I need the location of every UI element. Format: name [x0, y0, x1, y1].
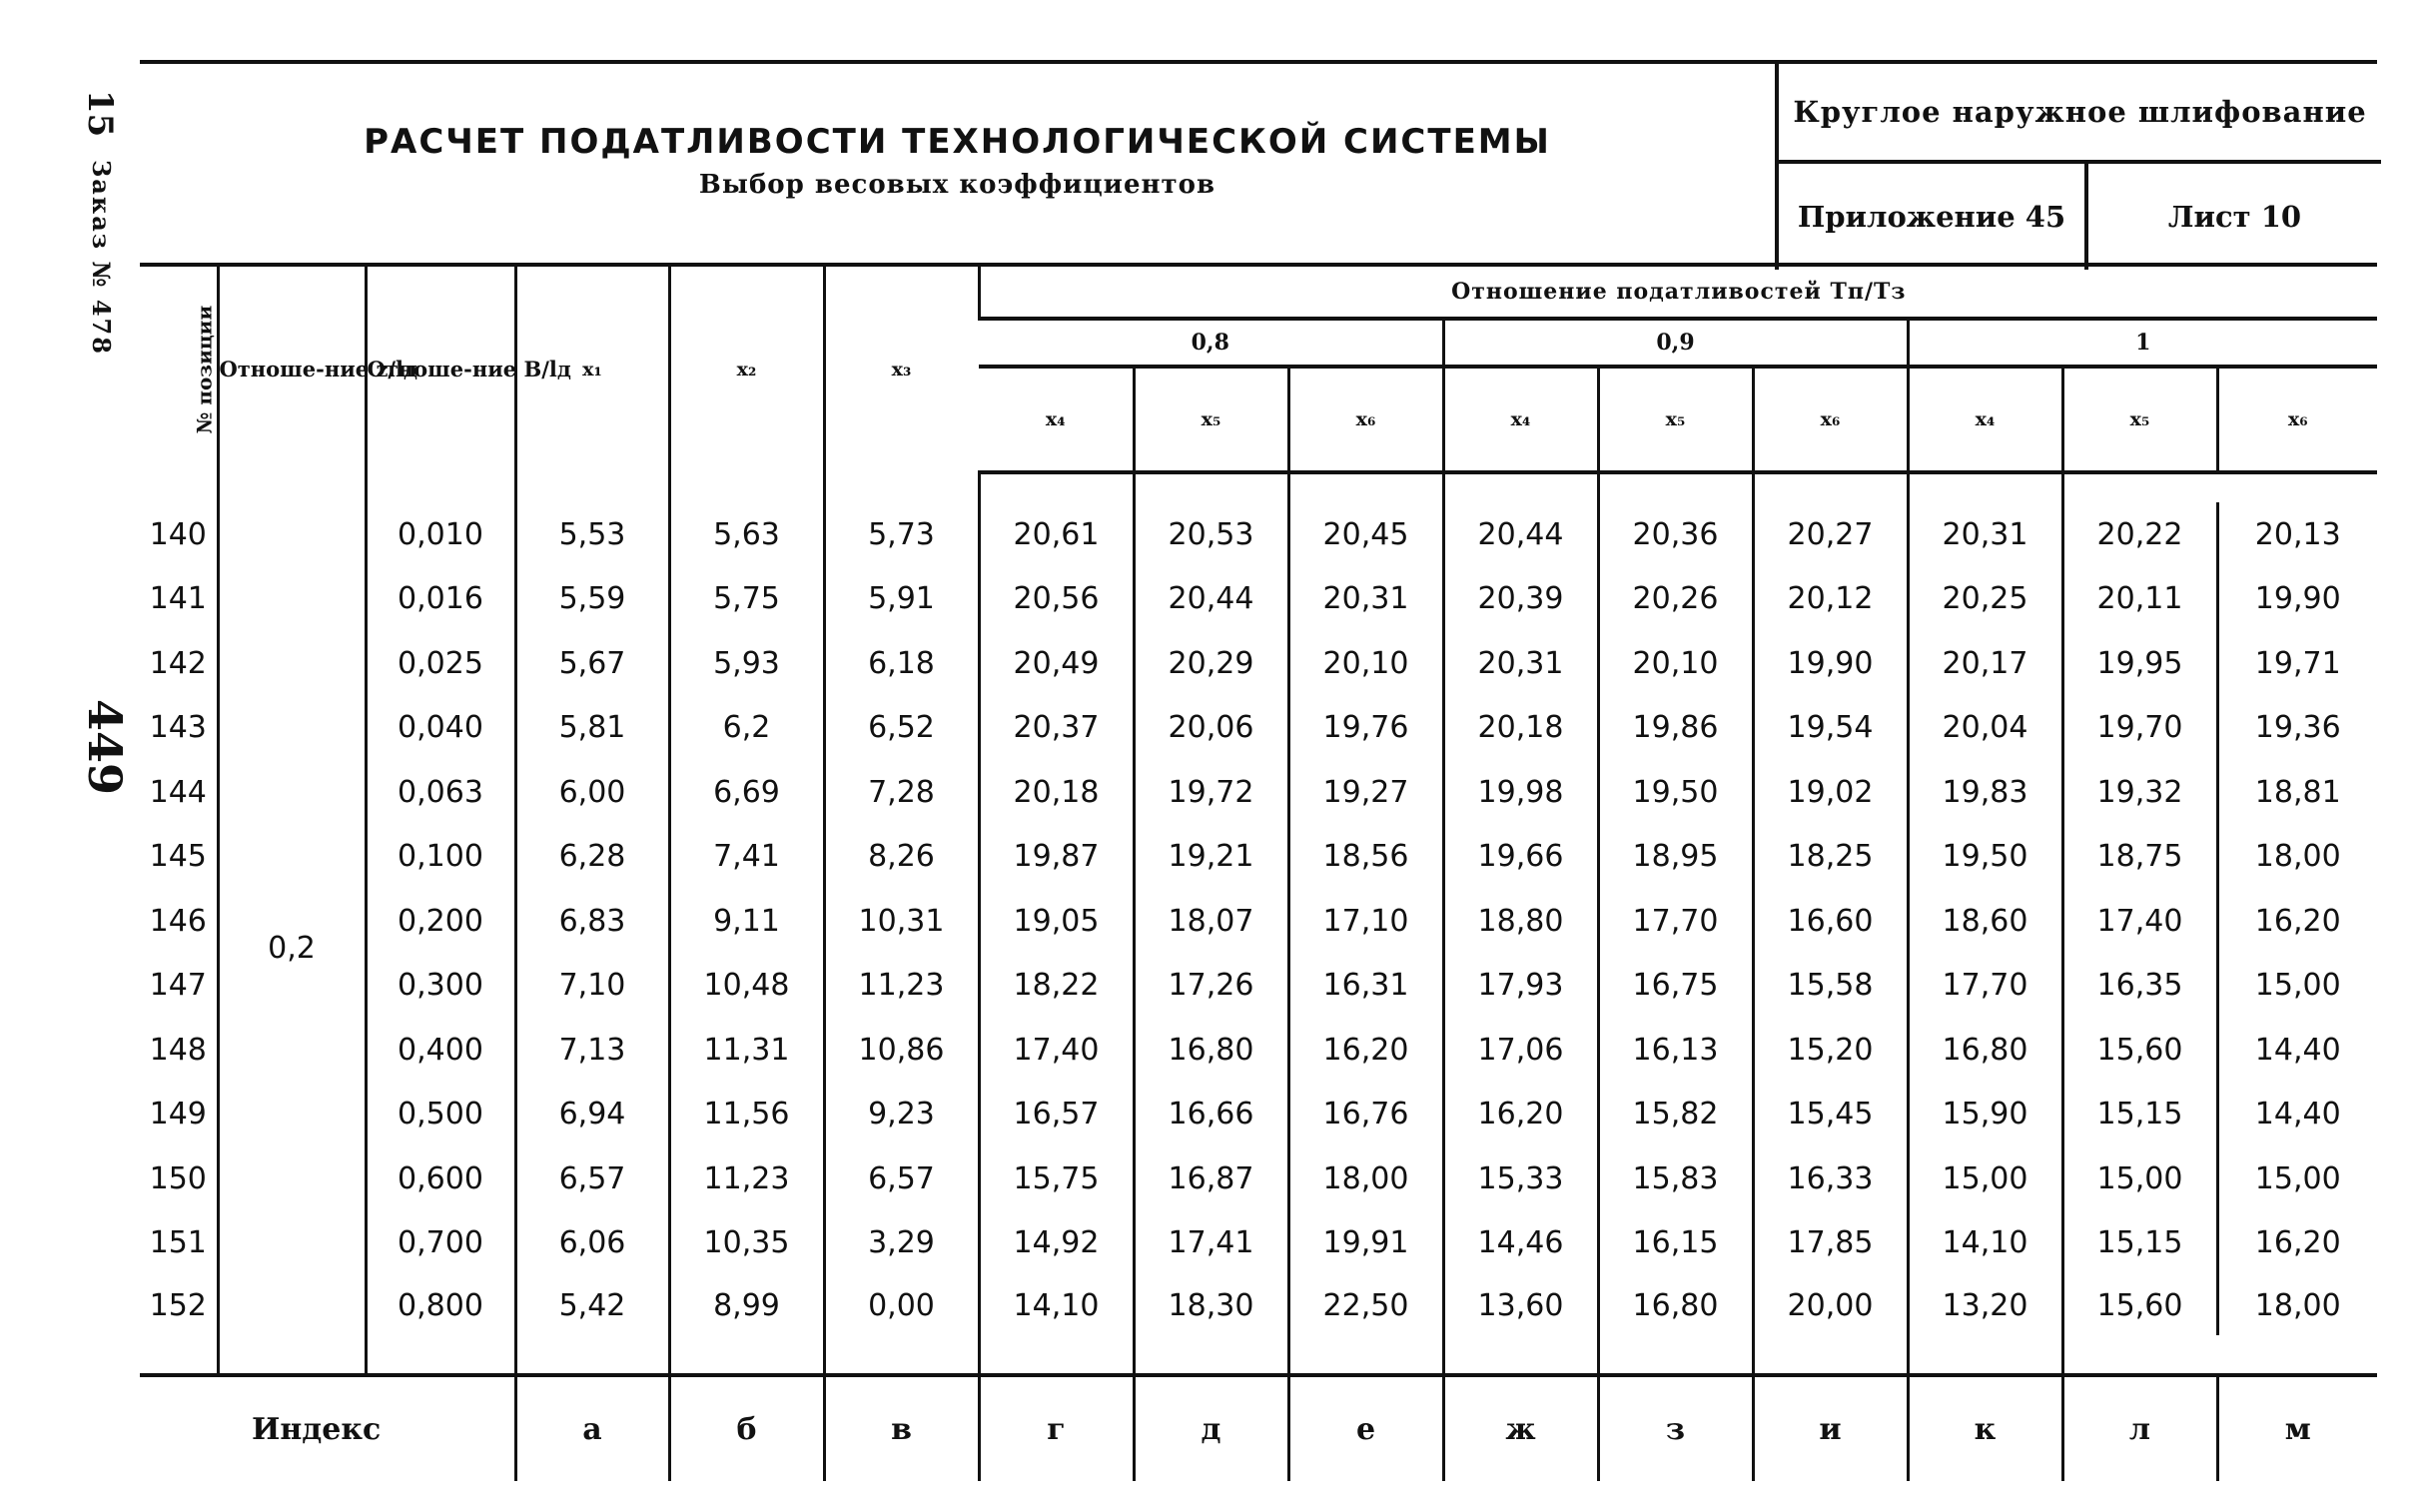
cell-x3: 6,57 [824, 1146, 979, 1211]
cell-x1: 6,28 [515, 825, 669, 890]
index-letter: б [669, 1375, 824, 1481]
cell-x1: 6,83 [515, 889, 669, 954]
cell-x1: 6,00 [515, 760, 669, 825]
cell-position: 144 [149, 774, 207, 810]
cell-g1-x4: 20,18 [979, 760, 1134, 825]
spacer-row [140, 472, 2377, 502]
cell-ratio-b: 0,400 [366, 1018, 515, 1083]
index-letter: з [1598, 1375, 1753, 1481]
cell-g2-x4: 15,33 [1443, 1146, 1598, 1211]
cell-g1-x6: 22,50 [1288, 1275, 1443, 1335]
cell-g3-x5: 19,32 [2062, 760, 2217, 825]
cell-x2: 9,11 [669, 889, 824, 954]
cell-g2-x5: 15,82 [1598, 1083, 1753, 1147]
cell-g2-x5: 16,80 [1598, 1275, 1753, 1335]
index-letter: д [1134, 1375, 1288, 1481]
index-letter: ж [1443, 1375, 1598, 1481]
cell-ratio-b: 0,063 [366, 760, 515, 825]
cell-g3-x4: 19,83 [1908, 760, 2062, 825]
cell-g1-x4: 20,49 [979, 631, 1134, 696]
cell-g1-x5: 17,41 [1134, 1211, 1288, 1276]
cell-g1-x4: 20,37 [979, 696, 1134, 761]
header-x3: x₃ [824, 265, 979, 472]
cell-g1-x6: 20,10 [1288, 631, 1443, 696]
table-row [140, 1018, 2377, 1083]
cell-x1: 6,94 [515, 1083, 669, 1147]
cell-x3: 6,18 [824, 631, 979, 696]
cell-g1-x5: 19,72 [1134, 760, 1288, 825]
cell-x2: 5,75 [669, 567, 824, 632]
cell-g3-x5: 18,75 [2062, 825, 2217, 890]
index-letter: л [2062, 1375, 2217, 1481]
cell-x2: 11,23 [669, 1146, 824, 1211]
cell-x1: 5,67 [515, 631, 669, 696]
cell-g1-x5: 19,21 [1134, 825, 1288, 890]
table-row [140, 1083, 2377, 1147]
cell-position: 143 [149, 710, 207, 746]
cell-g3-x5: 15,15 [2062, 1211, 2217, 1276]
appendix-label: Приложение 45 [1779, 164, 2088, 270]
coefficient-table [140, 263, 2377, 1481]
cell-position: 148 [149, 1032, 207, 1068]
process-name: Круглое наружное шлифование [1779, 64, 2381, 164]
cell-g1-x6: 18,00 [1288, 1146, 1443, 1211]
cell-g2-x4: 20,31 [1443, 631, 1598, 696]
cell-g1-x4: 19,05 [979, 889, 1134, 954]
cell-g3-x6: 16,20 [2217, 889, 2377, 954]
cell-g3-x4: 17,70 [1908, 954, 2062, 1019]
cell-g1-x4: 19,87 [979, 825, 1134, 890]
cell-position: 147 [149, 968, 207, 1004]
cell-g3-x5: 15,15 [2062, 1083, 2217, 1147]
table-row [140, 1275, 2377, 1335]
cell-g1-x5: 18,07 [1134, 889, 1288, 954]
cell-g2-x5: 17,70 [1598, 889, 1753, 954]
cell-g2-x6: 19,54 [1753, 696, 1908, 761]
cell-g1-x5: 20,53 [1134, 502, 1288, 567]
cell-g3-x4: 18,60 [1908, 889, 2062, 954]
cell-x3: 6,52 [824, 696, 979, 761]
cell-g3-x4: 14,10 [1908, 1211, 2062, 1276]
cell-x3: 9,23 [824, 1083, 979, 1147]
cell-ratio-b: 0,025 [366, 631, 515, 696]
cell-g3-x4: 20,17 [1908, 631, 2062, 696]
cell-x2: 10,48 [669, 954, 824, 1019]
cell-g2-x5: 19,50 [1598, 760, 1753, 825]
cell-g1-x6: 16,31 [1288, 954, 1443, 1019]
cell-x1: 6,06 [515, 1211, 669, 1276]
cell-x2: 10,35 [669, 1211, 824, 1276]
table-row [140, 631, 2377, 696]
cell-x3: 10,86 [824, 1018, 979, 1083]
cell-x1: 5,59 [515, 567, 669, 632]
cell-position: 140 [149, 516, 207, 552]
sheet-label: Лист 10 [2167, 200, 2302, 234]
cell-x2: 5,63 [669, 502, 824, 567]
cell-x1: 6,57 [515, 1146, 669, 1211]
cell-ratio-z: 0,2 [218, 502, 366, 1375]
header-info-block [1775, 64, 2381, 270]
cell-x2: 6,2 [669, 696, 824, 761]
cell-ratio-b: 0,700 [366, 1211, 515, 1276]
cell-ratio-b: 0,100 [366, 825, 515, 890]
cell-position: 142 [149, 645, 207, 681]
cell-g2-x5: 16,15 [1598, 1211, 1753, 1276]
cell-g2-x6: 15,58 [1753, 954, 1908, 1019]
cell-x3: 5,73 [824, 502, 979, 567]
cell-g2-x5: 16,75 [1598, 954, 1753, 1019]
cell-g2-x4: 17,93 [1443, 954, 1598, 1019]
table-body [140, 472, 2377, 1375]
cell-g3-x6: 19,36 [2217, 696, 2377, 761]
table-row [140, 954, 2377, 1019]
cell-g2-x6: 19,02 [1753, 760, 1908, 825]
header-ratio-b: Отноше-ние B/lд [366, 265, 515, 472]
left-margin [30, 60, 132, 1308]
cell-g3-x4: 19,50 [1908, 825, 2062, 890]
table-row [140, 1146, 2377, 1211]
cell-ratio-b: 0,300 [366, 954, 515, 1019]
cell-g2-x4: 20,18 [1443, 696, 1598, 761]
cell-g3-x5: 20,11 [2062, 567, 2217, 632]
cell-x2: 11,56 [669, 1083, 824, 1147]
index-letter: в [824, 1375, 979, 1481]
cell-g3-x6: 18,00 [2217, 825, 2377, 890]
cell-g3-x5: 15,60 [2062, 1275, 2217, 1335]
cell-g3-x6: 15,00 [2217, 954, 2377, 1019]
cell-g2-x5: 20,36 [1598, 502, 1753, 567]
header-g1-x4: x₄ [979, 367, 1134, 472]
cell-g2-x4: 16,20 [1443, 1083, 1598, 1147]
cell-g1-x4: 14,10 [979, 1275, 1134, 1335]
cell-x3: 10,31 [824, 889, 979, 954]
index-letter: и [1753, 1375, 1908, 1481]
table-row [140, 760, 2377, 825]
spacer-row [140, 1335, 2377, 1375]
cell-x3: 7,28 [824, 760, 979, 825]
cell-g2-x4: 20,39 [1443, 567, 1598, 632]
cell-g1-x5: 20,44 [1134, 567, 1288, 632]
cell-ratio-b: 0,016 [366, 567, 515, 632]
header-position: № позиции [140, 265, 218, 472]
header-g3-x6: x₆ [2217, 367, 2377, 472]
header-ratio-z: Отноше-ние z/lд [218, 265, 366, 472]
cell-position: 150 [149, 1160, 207, 1196]
order-number: Заказ № 478 [87, 160, 116, 356]
cell-g3-x6: 18,00 [2217, 1275, 2377, 1335]
cell-g2-x4: 19,98 [1443, 760, 1598, 825]
cell-g1-x5: 17,26 [1134, 954, 1288, 1019]
document-subtitle: Выбор весовых коэффициентов [698, 170, 1216, 200]
cell-x3: 11,23 [824, 954, 979, 1019]
cell-position: 151 [149, 1225, 207, 1261]
index-letter: г [979, 1375, 1134, 1481]
cell-x1: 5,81 [515, 696, 669, 761]
cell-g1-x5: 20,06 [1134, 696, 1288, 761]
sheet-number: 15 [80, 90, 120, 138]
cell-g2-x5: 18,95 [1598, 825, 1753, 890]
cell-g3-x5: 20,22 [2062, 502, 2217, 567]
cell-ratio-b: 0,500 [366, 1083, 515, 1147]
cell-g2-x6: 20,12 [1753, 567, 1908, 632]
cell-g1-x5: 16,66 [1134, 1083, 1288, 1147]
cell-g1-x6: 16,76 [1288, 1083, 1443, 1147]
header-g2-x6: x₆ [1753, 367, 1908, 472]
cell-g2-x4: 18,80 [1443, 889, 1598, 954]
table-row [140, 502, 2377, 567]
header-g1-x6: x₆ [1288, 367, 1443, 472]
cell-g1-x6: 19,91 [1288, 1211, 1443, 1276]
table-row [140, 889, 2377, 954]
header-g3-x5: x₅ [2062, 367, 2217, 472]
document-header [140, 60, 2377, 270]
cell-position: 145 [149, 839, 207, 875]
cell-x3: 0,00 [824, 1275, 979, 1335]
index-label: Индекс [140, 1375, 515, 1481]
cell-g2-x6: 15,45 [1753, 1083, 1908, 1147]
index-letter: а [515, 1375, 669, 1481]
table-row [140, 567, 2377, 632]
cell-g2-x5: 20,10 [1598, 631, 1753, 696]
cell-g2-x4: 20,44 [1443, 502, 1598, 567]
cell-g1-x4: 15,75 [979, 1146, 1134, 1211]
cell-ratio-b: 0,040 [366, 696, 515, 761]
cell-g1-x6: 18,56 [1288, 825, 1443, 890]
header-x2: x₂ [669, 265, 824, 472]
cell-g2-x5: 15,83 [1598, 1146, 1753, 1211]
cell-g2-x6: 17,85 [1753, 1211, 1908, 1276]
table-row [140, 1211, 2377, 1276]
cell-g2-x4: 19,66 [1443, 825, 1598, 890]
cell-x2: 5,93 [669, 631, 824, 696]
cell-g3-x5: 19,70 [2062, 696, 2217, 761]
cell-ratio-b: 0,800 [366, 1275, 515, 1335]
cell-g2-x4: 14,46 [1443, 1211, 1598, 1276]
index-letter: м [2217, 1375, 2377, 1481]
cell-g2-x6: 16,60 [1753, 889, 1908, 954]
cell-g3-x4: 16,80 [1908, 1018, 2062, 1083]
cell-g1-x4: 20,61 [979, 502, 1134, 567]
cell-g1-x4: 17,40 [979, 1018, 1134, 1083]
header-group-1: 1 [1908, 319, 2377, 367]
cell-g3-x5: 15,60 [2062, 1018, 2217, 1083]
table-row [140, 825, 2377, 890]
cell-x3: 5,91 [824, 567, 979, 632]
cell-g3-x5: 16,35 [2062, 954, 2217, 1019]
cell-g1-x5: 20,29 [1134, 631, 1288, 696]
cell-x2: 11,31 [669, 1018, 824, 1083]
cell-g2-x5: 16,13 [1598, 1018, 1753, 1083]
cell-g1-x5: 16,87 [1134, 1146, 1288, 1211]
cell-g3-x6: 20,13 [2217, 502, 2377, 567]
cell-g1-x4: 16,57 [979, 1083, 1134, 1147]
cell-position: 146 [149, 903, 207, 939]
cell-ratio-b: 0,010 [366, 502, 515, 567]
header-g2-x4: x₄ [1443, 367, 1598, 472]
cell-g2-x4: 13,60 [1443, 1275, 1598, 1335]
cell-g1-x5: 16,80 [1134, 1018, 1288, 1083]
cell-g3-x5: 15,00 [2062, 1146, 2217, 1211]
cell-x1: 7,10 [515, 954, 669, 1019]
cell-g2-x6: 20,00 [1753, 1275, 1908, 1335]
cell-ratio-b: 0,600 [366, 1146, 515, 1211]
cell-g2-x5: 19,86 [1598, 696, 1753, 761]
cell-g1-x6: 19,76 [1288, 696, 1443, 761]
cell-g2-x5: 20,26 [1598, 567, 1753, 632]
cell-g3-x6: 19,90 [2217, 567, 2377, 632]
cell-g1-x6: 17,10 [1288, 889, 1443, 954]
cell-g3-x4: 15,00 [1908, 1146, 2062, 1211]
cell-x1: 7,13 [515, 1018, 669, 1083]
cell-g1-x4: 14,92 [979, 1211, 1134, 1276]
cell-x1: 5,53 [515, 502, 669, 567]
cell-g1-x4: 20,56 [979, 567, 1134, 632]
cell-g3-x4: 20,25 [1908, 567, 2062, 632]
index-row [140, 1375, 2377, 1481]
cell-position: 149 [149, 1097, 207, 1133]
cell-g2-x6: 16,33 [1753, 1146, 1908, 1211]
index-letter: е [1288, 1375, 1443, 1481]
cell-g1-x5: 18,30 [1134, 1275, 1288, 1335]
cell-x3: 3,29 [824, 1211, 979, 1276]
header-group-0-9: 0,9 [1443, 319, 1908, 367]
cell-g3-x6: 15,00 [2217, 1146, 2377, 1211]
cell-ratio-b: 0,200 [366, 889, 515, 954]
cell-g3-x4: 20,31 [1908, 502, 2062, 567]
cell-g3-x4: 20,04 [1908, 696, 2062, 761]
cell-g2-x6: 19,90 [1753, 631, 1908, 696]
cell-g1-x6: 16,20 [1288, 1018, 1443, 1083]
page-number: 449 [78, 699, 132, 796]
cell-g3-x6: 19,71 [2217, 631, 2377, 696]
cell-g3-x6: 14,40 [2217, 1083, 2377, 1147]
header-compliance-ratio: Отношение податливостей Tп/Tз [979, 265, 2377, 319]
cell-position: 141 [149, 581, 207, 617]
cell-g3-x6: 14,40 [2217, 1018, 2377, 1083]
cell-g3-x4: 13,20 [1908, 1275, 2062, 1335]
cell-g3-x5: 17,40 [2062, 889, 2217, 954]
cell-g3-x5: 19,95 [2062, 631, 2217, 696]
cell-g3-x6: 18,81 [2217, 760, 2377, 825]
cell-g2-x6: 18,25 [1753, 825, 1908, 890]
cell-g3-x4: 15,90 [1908, 1083, 2062, 1147]
cell-g2-x4: 17,06 [1443, 1018, 1598, 1083]
table-row [140, 696, 2377, 761]
cell-g1-x6: 20,31 [1288, 567, 1443, 632]
cell-x2: 7,41 [669, 825, 824, 890]
cell-x1: 5,42 [515, 1275, 669, 1335]
document-title: РАСЧЕТ ПОДАТЛИВОСТИ ТЕХНОЛОГИЧЕСКОЙ СИСТЕМЫ [364, 122, 1551, 162]
cell-x2: 6,69 [669, 760, 824, 825]
header-g2-x5: x₅ [1598, 367, 1753, 472]
header-g3-x4: x₄ [1908, 367, 2062, 472]
header-group-0-8: 0,8 [979, 319, 1443, 367]
cell-g2-x6: 15,20 [1753, 1018, 1908, 1083]
cell-g1-x4: 18,22 [979, 954, 1134, 1019]
cell-x2: 8,99 [669, 1275, 824, 1335]
cell-g3-x6: 16,20 [2217, 1211, 2377, 1276]
cell-g2-x6: 20,27 [1753, 502, 1908, 567]
cell-g1-x6: 19,27 [1288, 760, 1443, 825]
cell-position: 152 [149, 1287, 207, 1323]
header-x1: x₁ [515, 265, 669, 472]
cell-x3: 8,26 [824, 825, 979, 890]
header-g1-x5: x₅ [1134, 367, 1288, 472]
index-letter: к [1908, 1375, 2062, 1481]
cell-g1-x6: 20,45 [1288, 502, 1443, 567]
table-header [140, 265, 2377, 472]
